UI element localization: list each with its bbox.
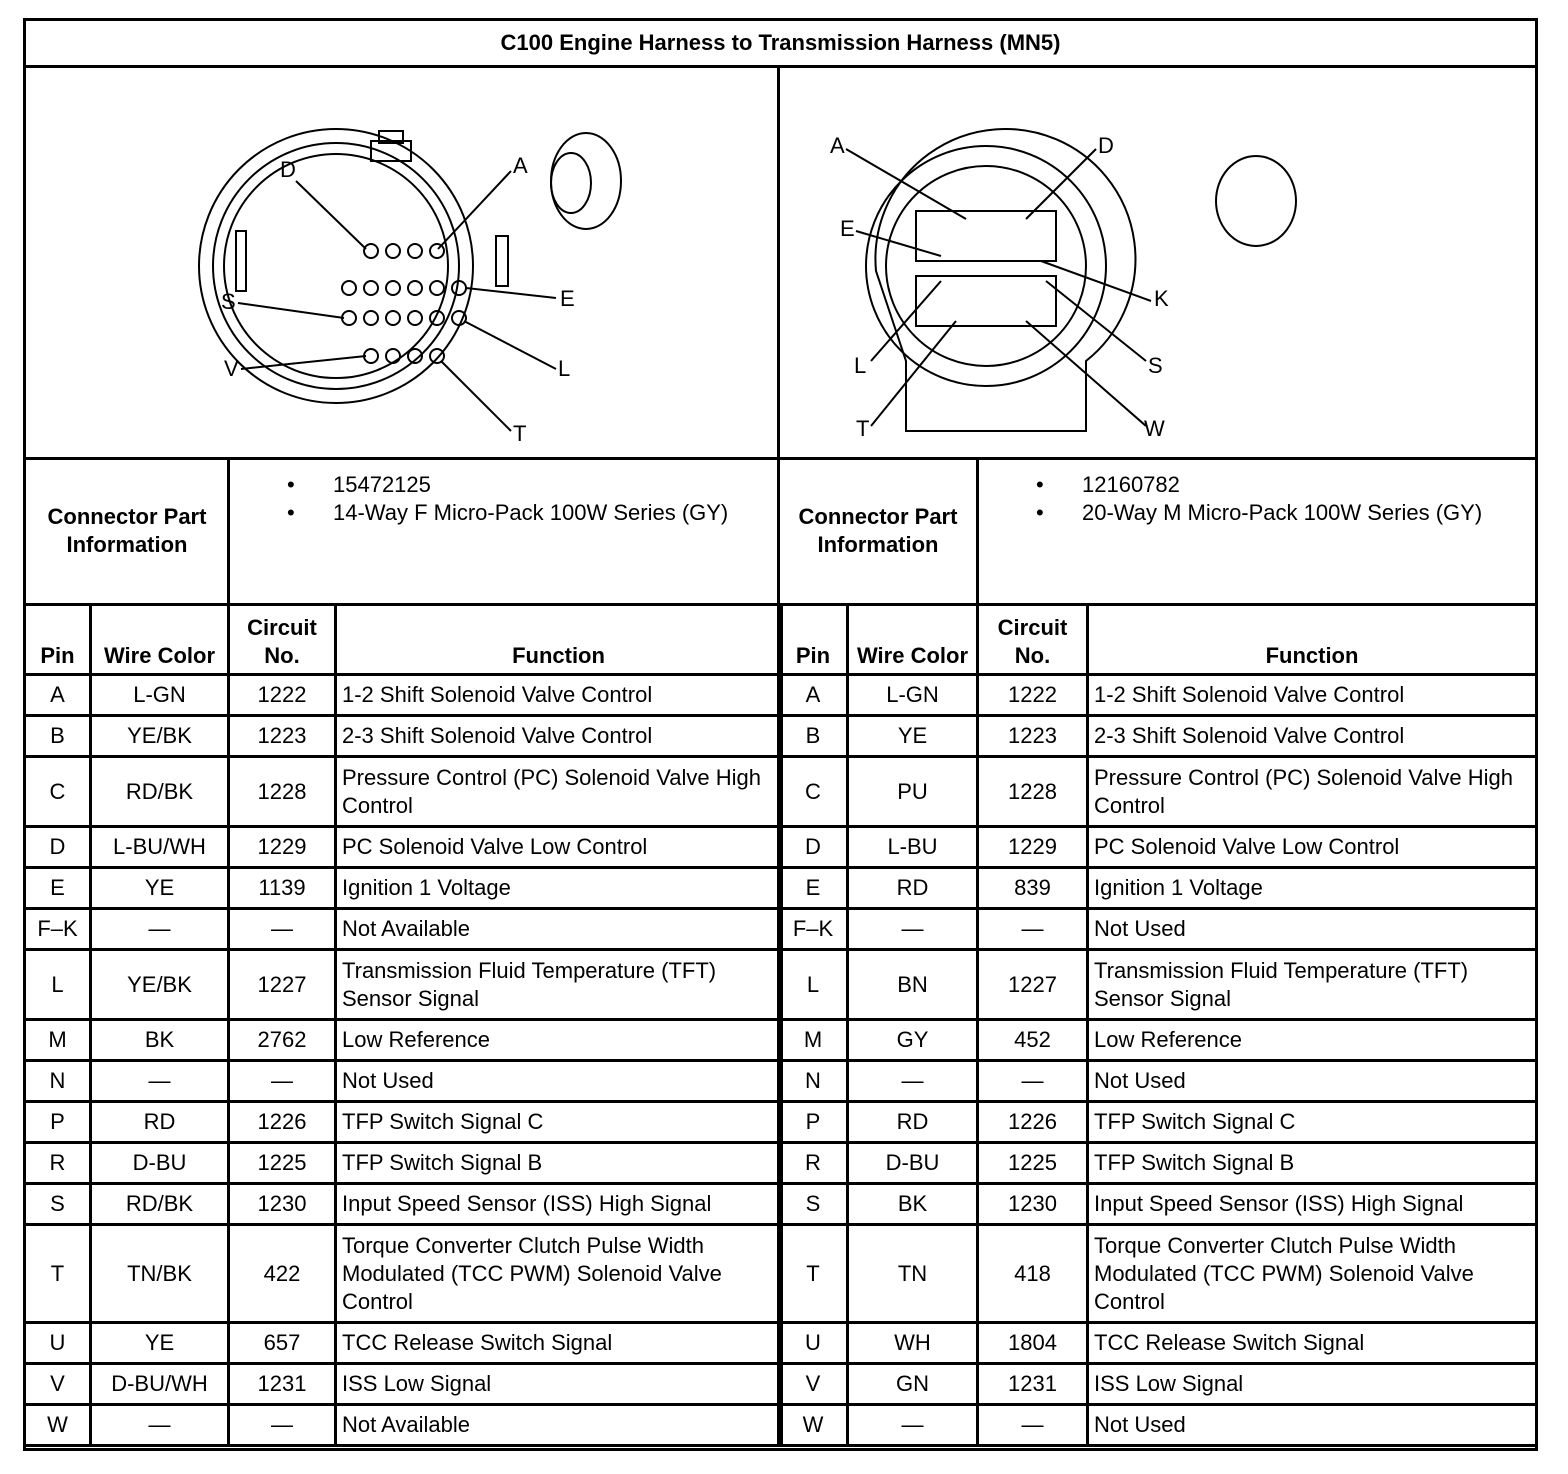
function-cell: 1-2 Shift Solenoid Valve Control	[1088, 675, 1537, 716]
function-cell: TFP Switch Signal C	[1088, 1102, 1537, 1143]
right-callout-w: W	[1144, 416, 1165, 441]
pin-cell: W	[779, 1405, 848, 1446]
table-row	[779, 1061, 1537, 1102]
function-cell: Not Used	[1088, 1061, 1537, 1102]
left-part-number: 15472125	[333, 472, 431, 497]
table-row	[25, 1020, 782, 1061]
function-cell: Not Available	[336, 909, 782, 950]
right-header-row	[779, 605, 1537, 675]
circuit-cell: 1230	[229, 1184, 336, 1225]
right-callout-s: S	[1148, 353, 1163, 378]
table-row	[779, 1225, 1537, 1323]
wire-color-cell: BK	[848, 1184, 978, 1225]
header-wire-color: Wire Color	[848, 605, 978, 675]
pin-cell: B	[779, 716, 848, 757]
pin-cell: D	[25, 827, 91, 868]
cpi-divider-right	[976, 457, 979, 605]
wire-color-cell: YE	[91, 1323, 229, 1364]
function-cell: Not Used	[336, 1061, 782, 1102]
left-part-desc-item: • 14-Way F Micro-Pack 100W Series (GY)	[287, 500, 729, 525]
left-part-info	[287, 471, 753, 527]
circuit-cell: 1229	[229, 827, 336, 868]
circuit-cell: 1223	[229, 716, 336, 757]
wire-color-cell: TN	[848, 1225, 978, 1323]
pin-cell: E	[25, 868, 91, 909]
function-cell: TCC Release Switch Signal	[1088, 1323, 1537, 1364]
pin-cell: T	[779, 1225, 848, 1323]
function-cell: 1-2 Shift Solenoid Valve Control	[336, 675, 782, 716]
pin-cell: F–K	[25, 909, 91, 950]
pin-cell: S	[779, 1184, 848, 1225]
table-row	[779, 1143, 1537, 1184]
right-connector-diagram	[816, 91, 1336, 451]
pin-cell: L	[779, 950, 848, 1020]
cpi-divider-left	[227, 457, 230, 605]
function-cell: Low Reference	[336, 1020, 782, 1061]
wire-color-cell: YE/BK	[91, 950, 229, 1020]
wire-color-cell: GN	[848, 1364, 978, 1405]
pin-cell: T	[25, 1225, 91, 1323]
wire-color-cell: —	[91, 1061, 229, 1102]
right-callout-l: L	[854, 353, 867, 378]
circuit-cell: 1139	[229, 868, 336, 909]
table-row	[779, 757, 1537, 827]
right-part-info	[1036, 471, 1502, 527]
page-title: C100 Engine Harness to Transmission Harness (MN5)	[26, 21, 1535, 68]
function-cell: ISS Low Signal	[1088, 1364, 1537, 1405]
function-cell: PC Solenoid Valve Low Control	[336, 827, 782, 868]
right-part-info-label: Connector Part Information	[798, 504, 958, 557]
wire-color-cell: L-BU/WH	[91, 827, 229, 868]
wire-color-cell: D-BU	[91, 1143, 229, 1184]
pin-cell: R	[779, 1143, 848, 1184]
circuit-cell: 1223	[978, 716, 1088, 757]
table-row	[25, 909, 782, 950]
wire-color-cell: D-BU/WH	[91, 1364, 229, 1405]
wire-color-cell: PU	[848, 757, 978, 827]
wire-color-cell: D-BU	[848, 1143, 978, 1184]
circuit-cell: 1804	[978, 1323, 1088, 1364]
pin-cell: V	[25, 1364, 91, 1405]
wire-color-cell: RD/BK	[91, 757, 229, 827]
header-circuit: Circuit No.	[978, 605, 1088, 675]
pin-cell: A	[25, 675, 91, 716]
circuit-cell: 1227	[978, 950, 1088, 1020]
pin-cell: C	[25, 757, 91, 827]
wire-color-cell: RD/BK	[91, 1184, 229, 1225]
function-cell: TFP Switch Signal B	[336, 1143, 782, 1184]
function-cell: Transmission Fluid Temperature (TFT) Sensor Signal	[1088, 950, 1537, 1020]
table-row	[25, 1225, 782, 1323]
table-row	[779, 1102, 1537, 1143]
function-cell: Input Speed Sensor (ISS) High Signal	[1088, 1184, 1537, 1225]
table-row	[779, 950, 1537, 1020]
function-cell: PC Solenoid Valve Low Control	[1088, 827, 1537, 868]
left-pin-table	[23, 603, 783, 1447]
pin-cell: A	[779, 675, 848, 716]
pin-cell: U	[779, 1323, 848, 1364]
circuit-cell: 1226	[978, 1102, 1088, 1143]
circuit-cell: 839	[978, 868, 1088, 909]
function-cell: Transmission Fluid Temperature (TFT) Sensor Signal	[336, 950, 782, 1020]
circuit-cell: 1231	[978, 1364, 1088, 1405]
header-wire-color: Wire Color	[91, 605, 229, 675]
left-callout-d: D	[280, 157, 296, 182]
function-cell: Ignition 1 Voltage	[336, 868, 782, 909]
function-cell: Pressure Control (PC) Solenoid Valve High Control	[336, 757, 782, 827]
function-cell: Not Used	[1088, 1405, 1537, 1446]
table-row	[25, 1143, 782, 1184]
function-cell: Not Used	[1088, 909, 1537, 950]
pin-cell: L	[25, 950, 91, 1020]
wire-color-cell: —	[91, 1405, 229, 1446]
center-divider	[777, 65, 780, 605]
wire-color-cell: —	[848, 909, 978, 950]
right-pin-table	[777, 603, 1538, 1447]
circuit-cell: —	[978, 1405, 1088, 1446]
table-row	[779, 1020, 1537, 1061]
pin-cell: U	[25, 1323, 91, 1364]
left-callout-e: E	[560, 286, 575, 311]
function-cell: Input Speed Sensor (ISS) High Signal	[336, 1184, 782, 1225]
wire-color-cell: —	[848, 1405, 978, 1446]
wire-color-cell: BK	[91, 1020, 229, 1061]
circuit-cell: 2762	[229, 1020, 336, 1061]
table-row	[779, 716, 1537, 757]
circuit-cell: —	[229, 909, 336, 950]
table-row	[779, 1364, 1537, 1405]
circuit-cell: 1222	[229, 675, 336, 716]
wire-color-cell: GY	[848, 1020, 978, 1061]
table-row	[25, 1184, 782, 1225]
pin-cell: B	[25, 716, 91, 757]
wire-color-cell: RD	[848, 868, 978, 909]
table-row	[25, 716, 782, 757]
right-callout-d: D	[1098, 133, 1114, 158]
left-part-info-label: Connector Part Information	[47, 504, 207, 557]
right-part-number: 12160782	[1082, 472, 1180, 497]
pin-cell: S	[25, 1184, 91, 1225]
header-circuit: Circuit No.	[229, 605, 336, 675]
pin-cell: P	[25, 1102, 91, 1143]
table-row	[779, 675, 1537, 716]
right-part-desc-item: • 20-Way M Micro-Pack 100W Series (GY)	[1036, 500, 1483, 525]
pin-cell: F–K	[779, 909, 848, 950]
circuit-cell: 452	[978, 1020, 1088, 1061]
table-row	[779, 827, 1537, 868]
pin-cell: C	[779, 757, 848, 827]
pin-cell: R	[25, 1143, 91, 1184]
table-row	[25, 827, 782, 868]
function-cell: Torque Converter Clutch Pulse Width Modulated (TCC PWM) Solenoid Valve Control	[1088, 1225, 1537, 1323]
circuit-cell: 1225	[978, 1143, 1088, 1184]
table-row	[779, 868, 1537, 909]
table-row	[25, 1323, 782, 1364]
wire-color-cell: RD	[848, 1102, 978, 1143]
function-cell: Low Reference	[1088, 1020, 1537, 1061]
left-part-description: 14-Way F Micro-Pack 100W Series (GY)	[333, 500, 729, 525]
wire-color-cell: —	[91, 909, 229, 950]
circuit-cell: 1228	[978, 757, 1088, 827]
circuit-cell: 1230	[978, 1184, 1088, 1225]
right-part-description: 20-Way M Micro-Pack 100W Series (GY)	[1082, 500, 1483, 525]
pin-cell: E	[779, 868, 848, 909]
header-function: Function	[1088, 605, 1537, 675]
table-row	[25, 1061, 782, 1102]
function-cell: 2-3 Shift Solenoid Valve Control	[336, 716, 782, 757]
table-row	[25, 675, 782, 716]
right-callout-a: A	[830, 133, 845, 158]
header-pin: Pin	[779, 605, 848, 675]
wire-color-cell: YE/BK	[91, 716, 229, 757]
wire-color-cell: —	[848, 1061, 978, 1102]
pin-cell: M	[779, 1020, 848, 1061]
wire-color-cell: RD	[91, 1102, 229, 1143]
wire-color-cell: YE	[91, 868, 229, 909]
function-cell: ISS Low Signal	[336, 1364, 782, 1405]
right-part-number-item: • 12160782	[1036, 472, 1180, 497]
right-callout-k: K	[1154, 286, 1169, 311]
pin-cell: M	[25, 1020, 91, 1061]
pin-cell: W	[25, 1405, 91, 1446]
wire-color-cell: WH	[848, 1323, 978, 1364]
wire-color-cell: BN	[848, 950, 978, 1020]
pin-cell: N	[25, 1061, 91, 1102]
pin-cell: P	[779, 1102, 848, 1143]
header-function: Function	[336, 605, 782, 675]
function-cell: Torque Converter Clutch Pulse Width Modulated (TCC PWM) Solenoid Valve Control	[336, 1225, 782, 1323]
circuit-cell: 1226	[229, 1102, 336, 1143]
left-header-row	[25, 605, 782, 675]
circuit-cell: 422	[229, 1225, 336, 1323]
table-row	[779, 1184, 1537, 1225]
left-callout-t: T	[513, 421, 527, 446]
left-callout-a: A	[513, 153, 528, 178]
left-connector-diagram	[176, 91, 636, 451]
table-row	[25, 1405, 782, 1446]
circuit-cell: 1231	[229, 1364, 336, 1405]
circuit-cell: —	[978, 1061, 1088, 1102]
table-row	[25, 757, 782, 827]
left-callout-l: L	[558, 356, 571, 381]
function-cell: TFP Switch Signal B	[1088, 1143, 1537, 1184]
circuit-cell: 657	[229, 1323, 336, 1364]
table-row	[25, 868, 782, 909]
circuit-cell: 1225	[229, 1143, 336, 1184]
right-callout-e: E	[840, 216, 855, 241]
circuit-cell: —	[229, 1061, 336, 1102]
circuit-cell: 418	[978, 1225, 1088, 1323]
table-row	[25, 950, 782, 1020]
wire-color-cell: L-GN	[848, 675, 978, 716]
circuit-cell: 1228	[229, 757, 336, 827]
left-callout-s: S	[221, 289, 236, 314]
wire-color-cell: TN/BK	[91, 1225, 229, 1323]
table-row	[779, 1405, 1537, 1446]
table-row	[779, 909, 1537, 950]
table-row	[779, 1323, 1537, 1364]
right-callout-t: T	[856, 416, 870, 441]
function-cell: TCC Release Switch Signal	[336, 1323, 782, 1364]
pin-cell: D	[779, 827, 848, 868]
circuit-cell: 1229	[978, 827, 1088, 868]
left-callout-v: V	[224, 356, 239, 381]
wire-color-cell: L-BU	[848, 827, 978, 868]
connector-sheet	[23, 18, 1538, 1451]
table-row	[25, 1364, 782, 1405]
circuit-cell: —	[229, 1405, 336, 1446]
function-cell: Not Available	[336, 1405, 782, 1446]
left-part-number-item: • 15472125	[287, 472, 431, 497]
function-cell: 2-3 Shift Solenoid Valve Control	[1088, 716, 1537, 757]
pin-cell: N	[779, 1061, 848, 1102]
diagram-divider	[26, 457, 1535, 460]
circuit-cell: 1222	[978, 675, 1088, 716]
header-pin: Pin	[25, 605, 91, 675]
function-cell: TFP Switch Signal C	[336, 1102, 782, 1143]
wire-color-cell: L-GN	[91, 675, 229, 716]
pin-cell: V	[779, 1364, 848, 1405]
function-cell: Pressure Control (PC) Solenoid Valve High Control	[1088, 757, 1537, 827]
circuit-cell: 1227	[229, 950, 336, 1020]
wire-color-cell: YE	[848, 716, 978, 757]
table-row	[25, 1102, 782, 1143]
function-cell: Ignition 1 Voltage	[1088, 868, 1537, 909]
circuit-cell: —	[978, 909, 1088, 950]
